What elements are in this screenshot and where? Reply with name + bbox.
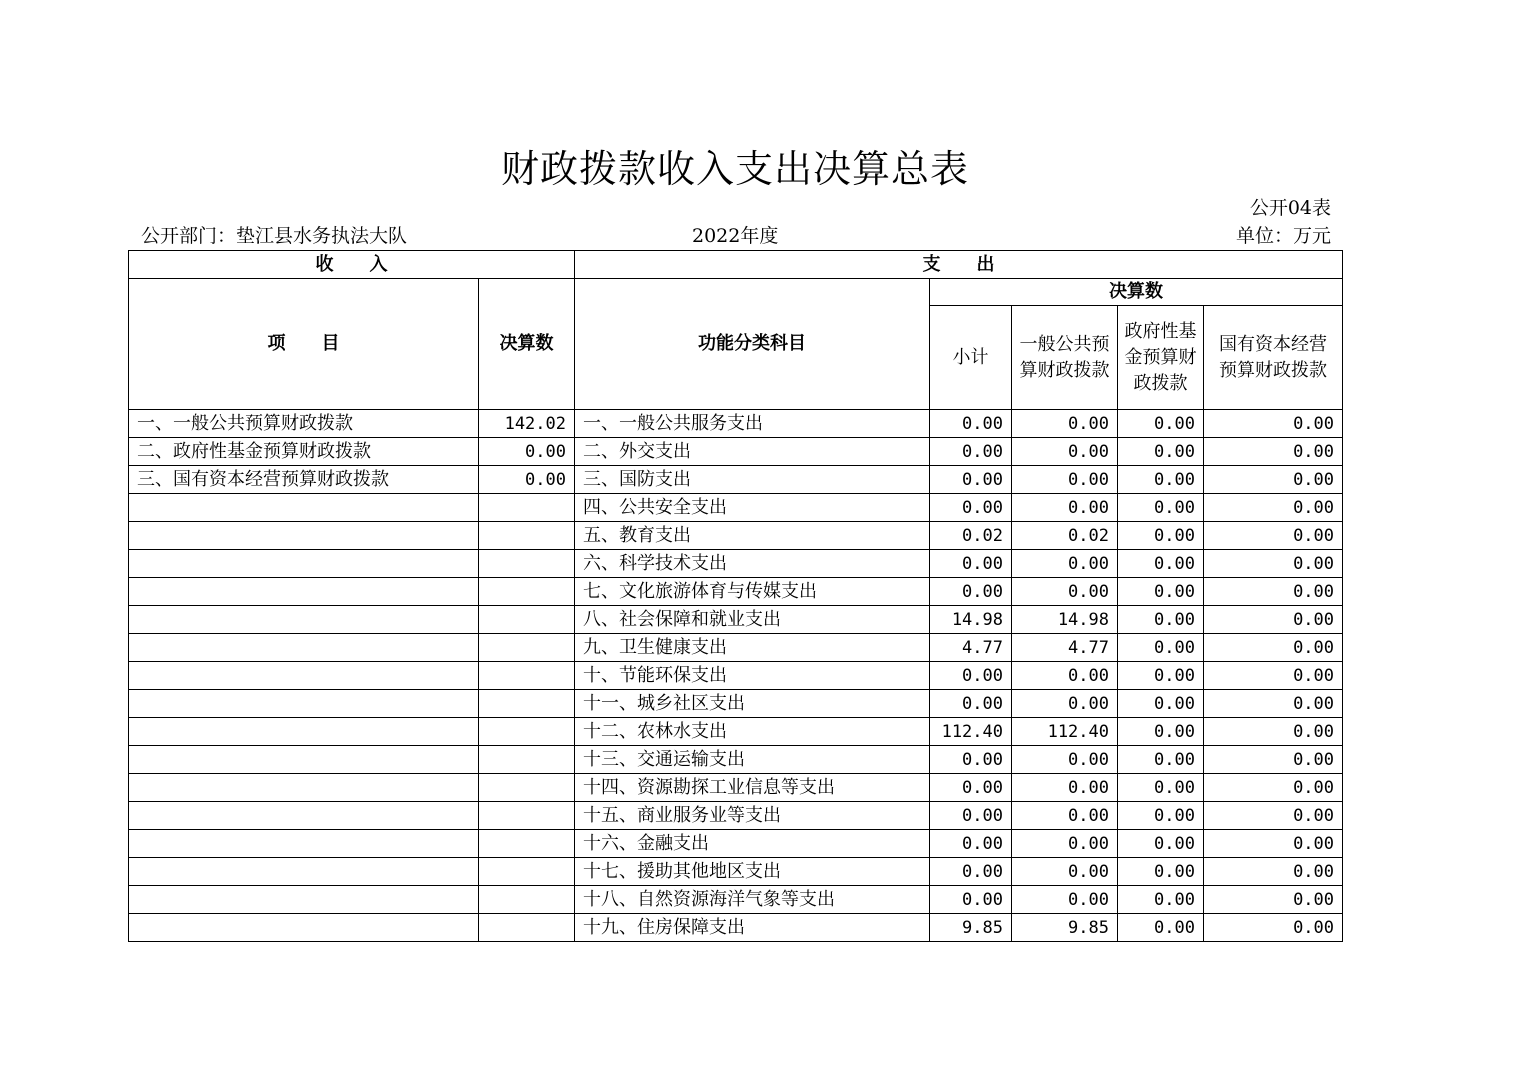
state-capital-cell: 0.00 [1204, 606, 1343, 634]
income-item-cell [129, 522, 479, 550]
subtotal-cell: 0.00 [930, 410, 1012, 438]
table-row [129, 578, 1343, 606]
expense-amount-group-header: 决算数 [930, 279, 1343, 306]
general-budget-cell: 0.00 [1012, 662, 1118, 690]
function-subject-cell: 八、社会保障和就业支出 [575, 606, 930, 634]
table-row [129, 690, 1343, 718]
function-subject-cell: 十、节能环保支出 [575, 662, 930, 690]
subtotal-cell: 0.00 [930, 886, 1012, 914]
function-subject-cell: 十一、城乡社区支出 [575, 690, 930, 718]
subtotal-cell: 0.00 [930, 690, 1012, 718]
gov-fund-cell: 0.00 [1118, 550, 1204, 578]
subtotal-cell: 0.00 [930, 830, 1012, 858]
function-subject-cell: 十五、商业服务业等支出 [575, 802, 930, 830]
gov-fund-cell: 0.00 [1118, 802, 1204, 830]
subtotal-cell: 0.00 [930, 578, 1012, 606]
general-budget-cell: 0.00 [1012, 858, 1118, 886]
income-item-cell [129, 746, 479, 774]
table-row [129, 886, 1343, 914]
function-subject-cell: 六、科学技术支出 [575, 550, 930, 578]
table-row [129, 466, 1343, 494]
form-number: 公开04表 [1249, 197, 1331, 219]
gov-fund-cell: 0.00 [1118, 718, 1204, 746]
state-capital-cell: 0.00 [1204, 886, 1343, 914]
general-budget-cell: 4.77 [1012, 634, 1118, 662]
item-header: 项 目 [129, 279, 479, 410]
income-amount-cell [479, 914, 575, 942]
income-item-cell: 三、国有资本经营预算财政拨款 [129, 466, 479, 494]
table-row [129, 858, 1343, 886]
general-budget-cell: 9.85 [1012, 914, 1118, 942]
gov-fund-cell: 0.00 [1118, 494, 1204, 522]
income-amount-cell [479, 830, 575, 858]
function-subject-cell: 四、公共安全支出 [575, 494, 930, 522]
income-amount-cell [479, 746, 575, 774]
function-subject-cell: 十四、资源勘探工业信息等支出 [575, 774, 930, 802]
general-budget-cell: 0.00 [1012, 494, 1118, 522]
income-amount-cell [479, 802, 575, 830]
table-row [129, 914, 1343, 942]
income-item-cell [129, 550, 479, 578]
income-amount-cell [479, 718, 575, 746]
income-amount-cell [479, 690, 575, 718]
subtotal-cell: 0.00 [930, 662, 1012, 690]
income-amount-cell [479, 578, 575, 606]
state-capital-cell: 0.00 [1204, 410, 1343, 438]
income-item-cell [129, 690, 479, 718]
subtotal-cell: 0.00 [930, 802, 1012, 830]
subtotal-cell: 0.00 [930, 438, 1012, 466]
subtotal-cell: 112.40 [930, 718, 1012, 746]
income-item-cell [129, 858, 479, 886]
function-subject-cell: 五、教育支出 [575, 522, 930, 550]
income-amount-cell [479, 774, 575, 802]
function-subject-cell: 一、一般公共服务支出 [575, 410, 930, 438]
gov-fund-cell: 0.00 [1118, 914, 1204, 942]
function-subject-cell: 九、卫生健康支出 [575, 634, 930, 662]
state-capital-cell: 0.00 [1204, 578, 1343, 606]
subtotal-cell: 0.02 [930, 522, 1012, 550]
general-budget-cell: 0.00 [1012, 802, 1118, 830]
income-item-cell [129, 886, 479, 914]
department-label: 公开部门：垫江县水务执法大队 [141, 225, 408, 247]
general-budget-cell: 0.00 [1012, 774, 1118, 802]
general-budget-cell: 0.00 [1012, 690, 1118, 718]
gov-fund-cell: 0.00 [1118, 774, 1204, 802]
expense-header: 支 出 [575, 251, 1343, 279]
income-item-cell [129, 718, 479, 746]
function-subject-cell: 二、外交支出 [575, 438, 930, 466]
state-capital-cell: 0.00 [1204, 802, 1343, 830]
income-amount-cell [479, 550, 575, 578]
income-amount-cell: 0.00 [479, 466, 575, 494]
state-capital-cell: 0.00 [1204, 718, 1343, 746]
income-item-cell [129, 830, 479, 858]
function-subject-cell: 十九、住房保障支出 [575, 914, 930, 942]
table-row [129, 494, 1343, 522]
table-row [129, 522, 1343, 550]
subtotal-cell: 0.00 [930, 550, 1012, 578]
state-capital-cell: 0.00 [1204, 522, 1343, 550]
table-row [129, 718, 1343, 746]
gov-fund-cell: 0.00 [1118, 830, 1204, 858]
income-amount-cell [479, 522, 575, 550]
income-item-cell [129, 578, 479, 606]
gov-fund-cell: 0.00 [1118, 466, 1204, 494]
income-item-cell [129, 662, 479, 690]
general-budget-cell: 0.00 [1012, 466, 1118, 494]
general-budget-cell: 0.00 [1012, 410, 1118, 438]
state-capital-cell: 0.00 [1204, 634, 1343, 662]
income-amount-cell [479, 662, 575, 690]
general-budget-header: 一般公共预算财政拨款 [1012, 306, 1118, 410]
header-row-top [129, 251, 1343, 279]
general-budget-cell: 14.98 [1012, 606, 1118, 634]
income-header: 收 入 [129, 251, 575, 279]
income-amount-header: 决算数 [479, 279, 575, 410]
gov-fund-cell: 0.00 [1118, 886, 1204, 914]
income-amount-cell [479, 634, 575, 662]
gov-fund-cell: 0.00 [1118, 578, 1204, 606]
function-subject-cell: 三、国防支出 [575, 466, 930, 494]
state-capital-cell: 0.00 [1204, 858, 1343, 886]
income-amount-cell [479, 494, 575, 522]
function-subject-cell: 七、文化旅游体育与传媒支出 [575, 578, 930, 606]
general-budget-cell: 0.00 [1012, 830, 1118, 858]
state-capital-cell: 0.00 [1204, 774, 1343, 802]
general-budget-cell: 0.00 [1012, 746, 1118, 774]
general-budget-cell: 0.00 [1012, 550, 1118, 578]
function-subject-header: 功能分类科目 [575, 279, 930, 410]
gov-fund-cell: 0.00 [1118, 858, 1204, 886]
subtotal-header: 小计 [930, 306, 1012, 410]
income-amount-cell [479, 858, 575, 886]
income-amount-cell [479, 886, 575, 914]
gov-fund-cell: 0.00 [1118, 662, 1204, 690]
header-row-mid [129, 279, 1343, 306]
table-row [129, 410, 1343, 438]
fiscal-summary-table [128, 250, 1343, 942]
state-capital-cell: 0.00 [1204, 690, 1343, 718]
state-capital-cell: 0.00 [1204, 830, 1343, 858]
function-subject-cell: 十七、援助其他地区支出 [575, 858, 930, 886]
income-item-cell [129, 802, 479, 830]
gov-fund-cell: 0.00 [1118, 690, 1204, 718]
general-budget-cell: 0.00 [1012, 438, 1118, 466]
gov-fund-cell: 0.00 [1118, 410, 1204, 438]
table-row [129, 830, 1343, 858]
income-amount-cell: 142.02 [479, 410, 575, 438]
general-budget-cell: 0.00 [1012, 886, 1118, 914]
income-item-cell [129, 774, 479, 802]
state-capital-cell: 0.00 [1204, 550, 1343, 578]
general-budget-cell: 0.02 [1012, 522, 1118, 550]
income-amount-cell [479, 606, 575, 634]
subtotal-cell: 9.85 [930, 914, 1012, 942]
state-capital-cell: 0.00 [1204, 914, 1343, 942]
gov-fund-cell: 0.00 [1118, 438, 1204, 466]
gov-fund-cell: 0.00 [1118, 606, 1204, 634]
table-row [129, 802, 1343, 830]
function-subject-cell: 十六、金融支出 [575, 830, 930, 858]
function-subject-cell: 十三、交通运输支出 [575, 746, 930, 774]
function-subject-cell: 十二、农林水支出 [575, 718, 930, 746]
income-item-cell [129, 606, 479, 634]
income-item-cell: 一、一般公共预算财政拨款 [129, 410, 479, 438]
fiscal-year: 2022年度 [692, 225, 779, 247]
subtotal-cell: 0.00 [930, 494, 1012, 522]
table-row [129, 774, 1343, 802]
subtotal-cell: 0.00 [930, 774, 1012, 802]
gov-fund-cell: 0.00 [1118, 746, 1204, 774]
table-row [129, 550, 1343, 578]
state-capital-cell: 0.00 [1204, 438, 1343, 466]
subtotal-cell: 0.00 [930, 858, 1012, 886]
state-capital-cell: 0.00 [1204, 466, 1343, 494]
table-row [129, 606, 1343, 634]
subtotal-cell: 14.98 [930, 606, 1012, 634]
income-amount-cell: 0.00 [479, 438, 575, 466]
subtotal-cell: 0.00 [930, 466, 1012, 494]
general-budget-cell: 0.00 [1012, 578, 1118, 606]
table-row [129, 634, 1343, 662]
gov-fund-header: 政府性基金预算财政拨款 [1118, 306, 1204, 410]
income-item-cell: 二、政府性基金预算财政拨款 [129, 438, 479, 466]
table-row [129, 746, 1343, 774]
unit-label: 单位：万元 [1235, 225, 1331, 247]
general-budget-cell: 112.40 [1012, 718, 1118, 746]
state-capital-header: 国有资本经营预算财政拨款 [1204, 306, 1343, 410]
subtotal-cell: 4.77 [930, 634, 1012, 662]
table-row [129, 438, 1343, 466]
income-item-cell [129, 914, 479, 942]
income-item-cell [129, 494, 479, 522]
income-item-cell [129, 634, 479, 662]
subtotal-cell: 0.00 [930, 746, 1012, 774]
page-title: 财政拨款收入支出决算总表 [500, 147, 969, 191]
table-row [129, 662, 1343, 690]
gov-fund-cell: 0.00 [1118, 522, 1204, 550]
gov-fund-cell: 0.00 [1118, 634, 1204, 662]
state-capital-cell: 0.00 [1204, 746, 1343, 774]
state-capital-cell: 0.00 [1204, 662, 1343, 690]
state-capital-cell: 0.00 [1204, 494, 1343, 522]
function-subject-cell: 十八、自然资源海洋气象等支出 [575, 886, 930, 914]
